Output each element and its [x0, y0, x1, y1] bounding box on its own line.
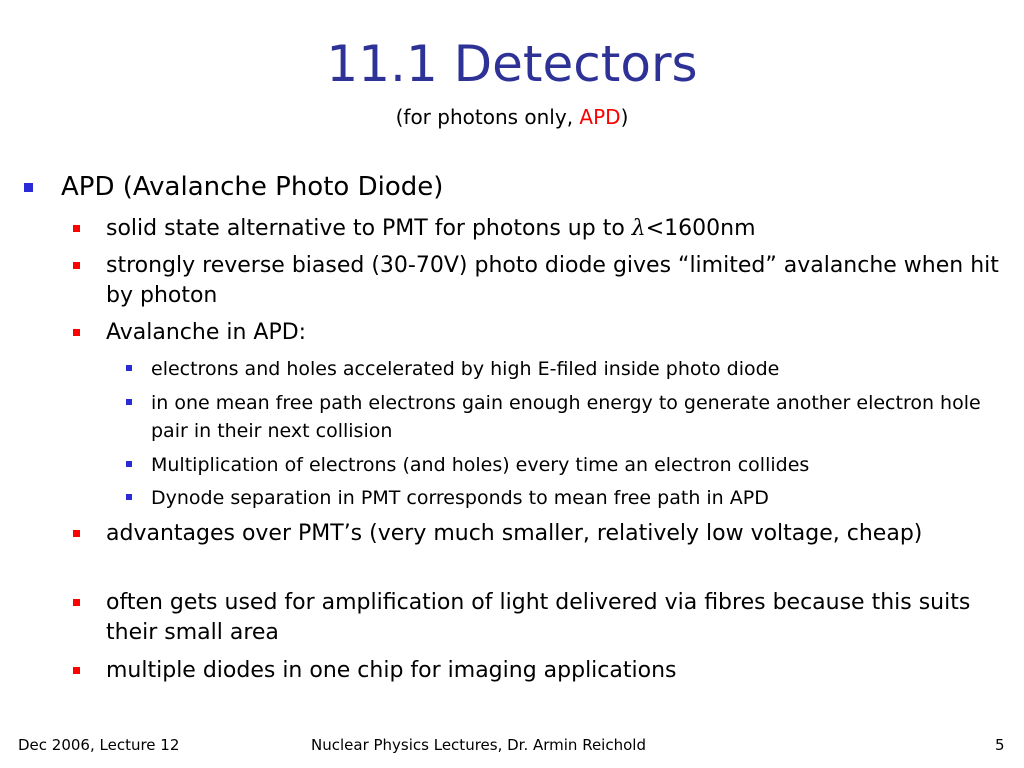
subtitle-prefix: (for photons only, [395, 105, 580, 129]
blue-square-icon [126, 494, 132, 500]
subtitle-suffix: ) [620, 105, 629, 129]
bullet-level3 [151, 355, 996, 383]
red-square-icon [73, 599, 80, 606]
page-number: 5 [995, 736, 1005, 754]
footer-left: Dec 2006, Lecture 12 [18, 736, 180, 754]
red-square-icon [73, 329, 80, 336]
slide-title: 11.1 Detectors [326, 35, 698, 93]
bullet-level3 [151, 389, 996, 445]
bullet-level2 [106, 251, 1011, 311]
bullet-level2 [106, 519, 1011, 549]
red-square-icon [73, 530, 80, 537]
red-square-icon [73, 225, 80, 232]
bullet-text: Avalanche in APD: [106, 320, 307, 345]
bullet-text: solid state alternative to PMT for photons up to [106, 216, 632, 241]
bullet-level2 [106, 588, 1011, 648]
blue-square-icon [24, 183, 33, 192]
bullet-level2 [106, 214, 1011, 244]
bullet-text: multiple diodes in one chip for imaging applications [106, 658, 677, 683]
bullet-level2 [106, 318, 1011, 348]
red-square-icon [73, 262, 80, 269]
bullet-level1 [61, 171, 443, 203]
bullet-level3 [151, 451, 996, 479]
bullet-text: electrons and holes accelerated by high E-filed inside photo diode [151, 358, 780, 380]
bullet-text: Multiplication of electrons (and holes) every time an electron collides [151, 454, 810, 476]
lambda-symbol: λ [631, 216, 646, 241]
bullet-text: advantages over PMT’s (very much smaller, relatively low voltage, cheap) [106, 521, 923, 546]
blue-square-icon [126, 365, 132, 371]
red-square-icon [73, 667, 80, 674]
bullet-text-tail: <1600nm [645, 216, 756, 241]
bullet-text: often gets used for amplification of light delivered via fibres because this suits their small area [106, 590, 971, 645]
blue-square-icon [126, 461, 132, 467]
bullet-text: APD (Avalanche Photo Diode) [61, 172, 444, 202]
subtitle-accent: APD [579, 105, 621, 129]
bullet-level3 [151, 484, 996, 512]
bullet-text: in one mean free path electrons gain enough energy to generate another electron hole pair in their next collision [151, 392, 981, 442]
bullet-text: Dynode separation in PMT corresponds to mean free path in APD [151, 487, 769, 509]
blue-square-icon [126, 399, 132, 405]
bullet-text: strongly reverse biased (30-70V) photo diode gives “limited” avalanche when hit by photon [106, 253, 999, 308]
footer-center: Nuclear Physics Lectures, Dr. Armin Reichold [311, 736, 646, 754]
bullet-level2 [106, 656, 1011, 686]
